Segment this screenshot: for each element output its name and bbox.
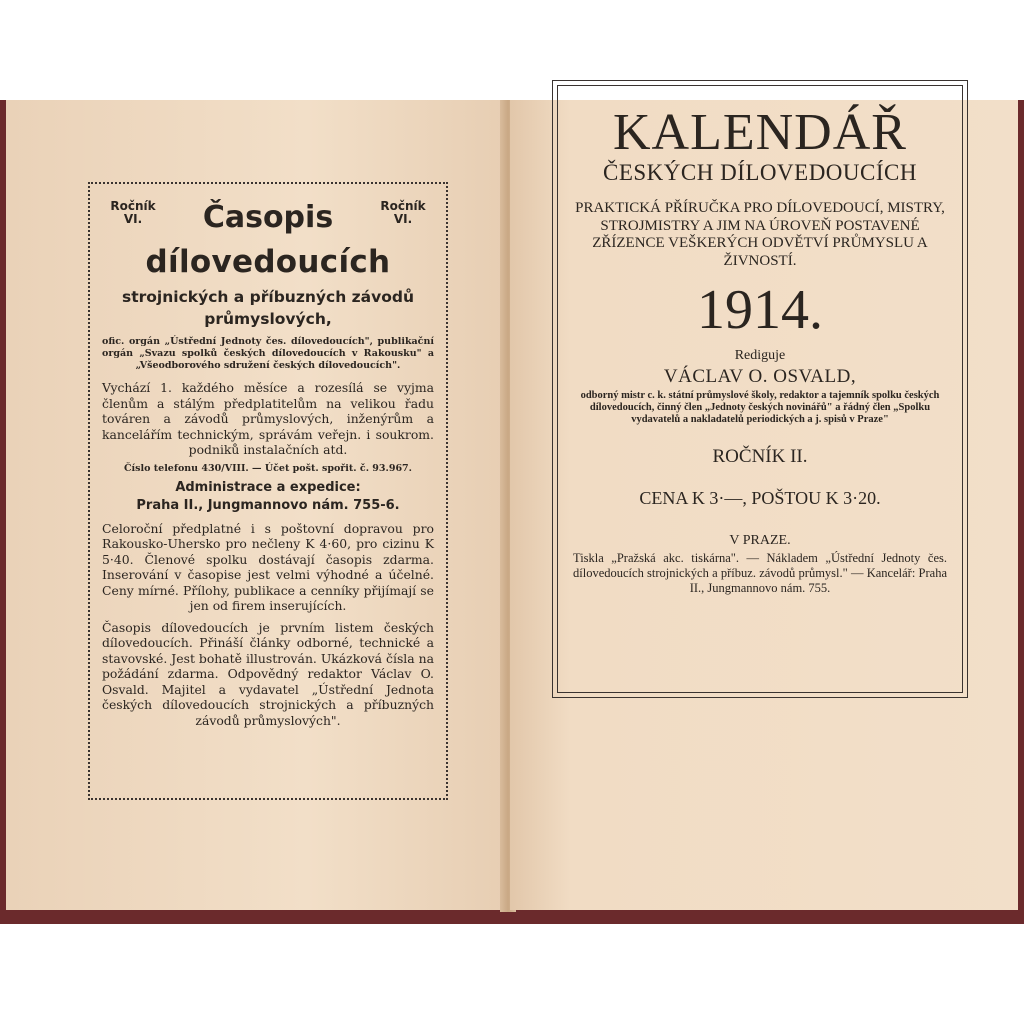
journal-title: Časopis: [202, 200, 334, 235]
journal-paragraph: Časopis dílovedoucích je prvním listem českých dílovedoucích. Přináší články odborné, technické a stavovské. Jest bohatě illustrován. Ukázková čísla na požádání zdarma. Odpovědný redaktor Václav O. Osvald. Majitel a vydavatel „Ústřední Jednota českých dílovedoucích strojnických a příbuzných závodů průmyslových".: [102, 619, 434, 728]
advert-header: [102, 192, 434, 260]
title-frame: [552, 80, 968, 698]
price-line: CENA K 3·—, POŠTOU K 3·20.: [639, 488, 881, 508]
editor-name: VÁCLAV O. OSVALD,: [663, 366, 857, 387]
journal-subtitle: strojnických a příbuzných závodů průmyslových,: [122, 288, 414, 328]
phone-line: Číslo telefonu 430/VIII. — Účet pošt. spořit. č. 93.967.: [124, 462, 412, 474]
place-of-publication: V PRAZE.: [729, 533, 791, 548]
editor-description: odborný mistr c. k. státní průmyslové školy, redaktor a tajemník spolku českých dílovedoucích, činný člen „Jednoty českých novinářů" a řádný člen „Spolku vydavatelů a nakladatelů periodických a j. spisů v Praze": [580, 390, 940, 425]
administration-heading: Administrace a expedice:: [175, 479, 361, 495]
printer-imprint: Tiskla „Pražská akc. tiskárna". — Nákladem „Ústřední Jednoty čes. dílovedoucích strojnických a příbuz. závodů průmysl." — Kancelář: Praha II., Jungmannovo nám. 755.: [573, 551, 947, 595]
rocnik-left: Ročník VI.: [110, 199, 156, 226]
edited-by-label: Rediguje: [734, 348, 786, 363]
year: 1914.: [697, 279, 823, 341]
left-page: [6, 100, 506, 910]
official-organ-text: ofic. orgán „Ústřední Jednoty čes. dílovedoucích", publikační orgán „Svazu spolků českých dílovedoucích v Rakousku" a „Všeodborového sdružení českých dílovedoucích".: [102, 336, 434, 371]
administration-address: Praha II., Jungmannovo nám. 755-6.: [136, 497, 400, 513]
calendar-title: KALENDÁŘ: [613, 104, 907, 161]
calendar-subtitle: ČESKÝCH DÍLOVEDOUCÍCH: [603, 160, 917, 185]
journal-title-2: dílovedoucích: [145, 244, 391, 280]
handbook-description: PRAKTICKÁ PŘÍRUČKA PRO DÍLOVEDOUCÍ, MISTRY, STROJMISTRY A JIM NA ÚROVEŇ POSTAVENÉ ZŘÍZENCE VEŠKERÝCH ODVĚTVÍ PRŮMYSLU A ŽIVNOSTÍ.: [575, 200, 945, 269]
rocnik-right: Ročník VI.: [380, 199, 426, 226]
volume-label: ROČNÍK II.: [712, 446, 808, 467]
advertisement-box: [88, 182, 448, 800]
subscription-paragraph: Celoroční předplatné i s poštovní dopravou pro Rakousko-Uhersko pro nečleny K 4·60, pro cizinu K 5·40. Členové spolku dostávají časopis zdarma. Inserování v časopise jest velmi výhodné a účelné. Ceny mírné. Přílohy, publikace a cenníky přijímají se jen od firem inserujících.: [102, 520, 434, 613]
title-page-content: [573, 81, 947, 596]
publication-paragraph: Vychází 1. každého měsíce a rozesílá se vyjma členům a stálým předplatitelům na velikou řadu továren a závodů průmyslových, inženýrům a kancelářím technickým, správám veřejn. i soukrom. podniků instalačních atd.: [102, 380, 434, 457]
